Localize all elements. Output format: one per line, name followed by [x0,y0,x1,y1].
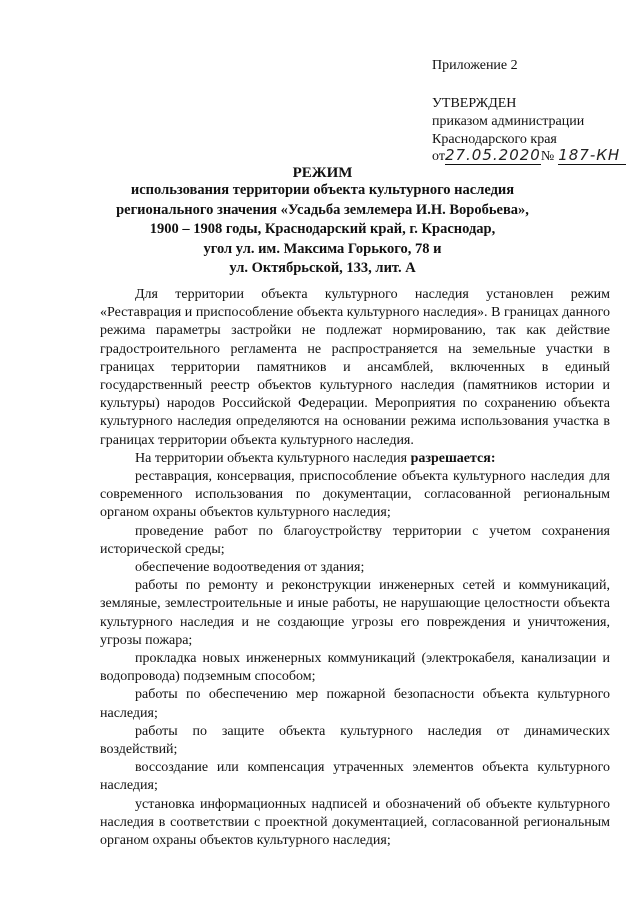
subtitle-line: ул. Октябрьской, 133, лит. А [229,260,416,276]
date-handwritten: 27.05.2020 [444,146,541,164]
allowed-item: обеспечение водоотведения от здания; [135,560,365,576]
approved-label: УТВЕРЖДЕН [432,96,517,111]
region-label: Краснодарского края [432,132,557,147]
date-number-line [432,146,626,166]
allowed-item: работы по защите объекта культурного наследия от динамических воздействий; [100,723,610,758]
intro-paragraph: Для территории объекта культурного наследия установлен режим «Реставрация и приспособление объекта культурного наследия». В границах данного режима параметры застройки не подлежат нормированию, так как действие градостроительного регламента не распространяется на земельные участки в границах территории памятников и ансамблей, включенных в единый государственный реестр объектов культурного наследия (памятников истории и культуры) народов Российской Федерации. Мероприятия по сохранению объекта культурного наследия определяются на основании режима использования участка в границах территории объекта культурного наследия. [100,287,610,448]
document-heading: РЕЖИМ [292,165,353,181]
allowed-bold: разрешается: [410,450,496,466]
allowed-item: воссоздание или компенсация утраченных элементов объекта культурного наследия; [100,760,610,794]
allowed-heading [100,450,610,468]
subtitle-line: использования территории объекта культурного наследия [130,182,515,198]
document-subtitle [60,181,585,279]
subtitle-line: угол ул. им. Максима Горького, 78 и [203,240,442,257]
appendix-label: Приложение 2 [432,58,518,73]
document-body [100,286,610,850]
order-label: приказом администрации [432,114,585,129]
subtitle-line: регионального значения «Усадьба землемера И.Н. Воробьева», [116,201,529,218]
date-prefix: от [432,149,445,164]
allowed-item: работы по ремонту и реконструкции инженерных сетей и коммуникаций, земляные, землестроительные и иные работы, не нарушающие целостности объекта культурного наследия и не создающие угрозы его повреждения и уничтожения, угрозы пожара; [100,578,610,648]
allowed-item: прокладка новых инженерных коммуникаций (электрокабеля, канализации и водопровода) подземным способом; [100,651,610,685]
allowed-item: работы по обеспечению мер пожарной безопасности объекта культурного наследия; [100,687,610,721]
allowed-item: установка информационных надписей и обозначений об объекте культурного наследия в соответствии с проектной документацией, согласованной региональным органом охраны объектов культурного наследия; [100,796,610,849]
subtitle-line: 1900 – 1908 годы, Краснодарский край, г. Краснодар, [149,221,496,237]
allowed-item: реставрация, консервация, приспособление объекта культурного наследия для современного использования по документации, согласованной региональным органом охраны объектов культурного наследия; [100,469,610,521]
allowed-item: проведение работ по благоустройству территории с учетом сохранения исторической среды; [100,523,610,557]
number-handwritten: 187-КН [558,146,626,165]
allowed-prefix: На территории объекта культурного наследия [135,450,411,466]
number-prefix: № [540,149,555,164]
